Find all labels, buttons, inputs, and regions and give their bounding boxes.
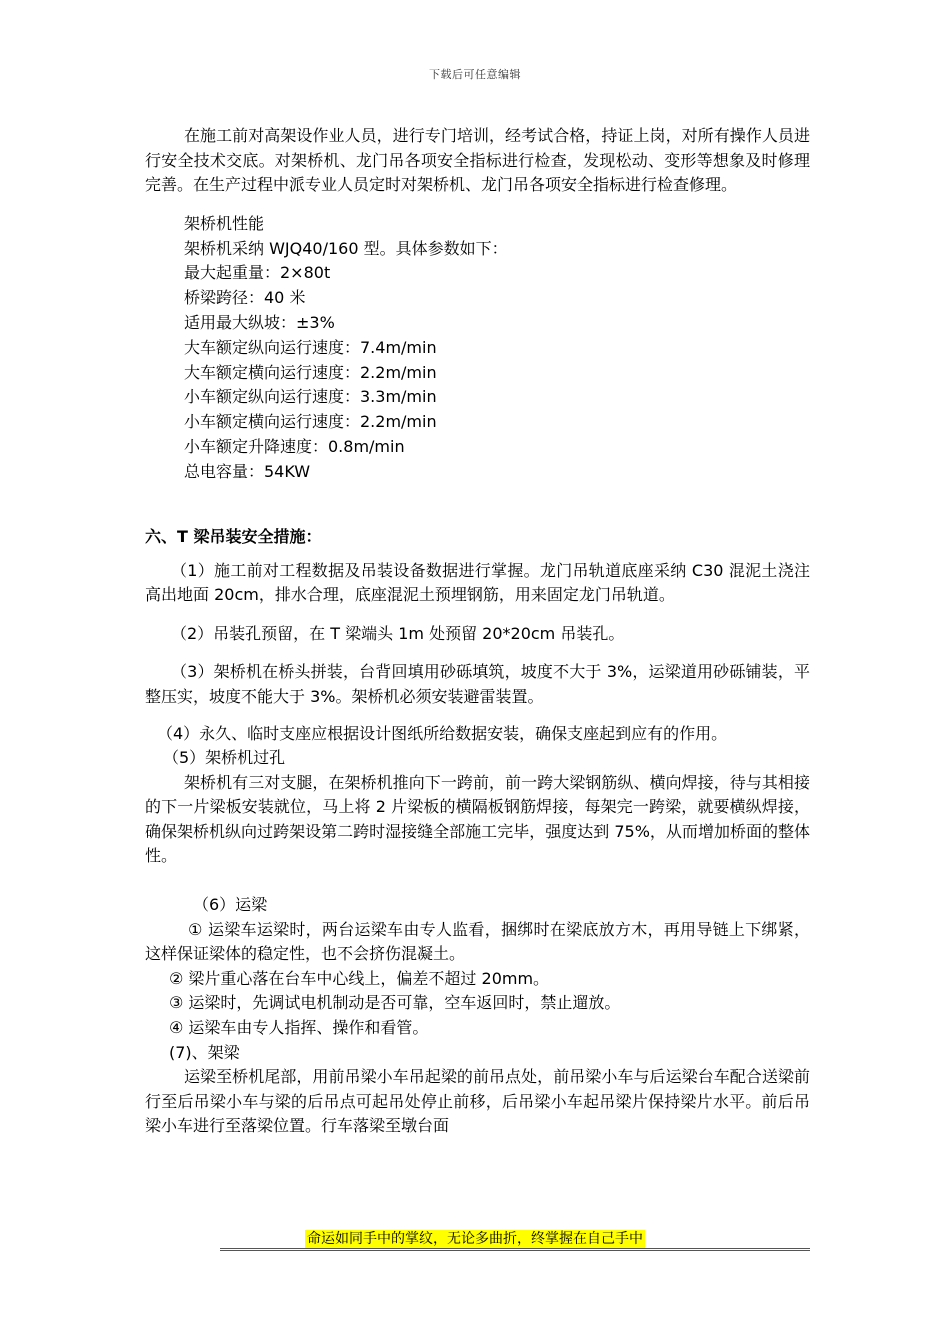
- spec-block: [145, 212, 810, 485]
- document-body: [145, 124, 810, 1139]
- measure-5-heading: （5）架桥机过孔: [163, 748, 286, 768]
- transport-item: ④ 运梁车由专人指挥、操作和看管。: [169, 1018, 429, 1038]
- measure-4: （4）永久、临时支座应根据设计图纸所给数据安装，确保支座起到应有的作用。: [157, 723, 728, 743]
- measure-7-body: 运梁至桥机尾部，用前吊梁小车吊起梁的前吊点处，前吊梁小车与后运梁台车配合送梁前行至后吊梁小车与梁的后吊点可起吊处停止前移，后吊梁小车起吊梁片保持梁片水平。前后吊梁小车进行至落梁位置。行车落梁至墩台面: [145, 1067, 810, 1136]
- spec-item: 小车额定升降速度：0.8m/min: [184, 436, 405, 456]
- spec-item: 桥梁跨径：40 米: [184, 288, 306, 308]
- spec-item: 最大起重量：2×80t: [184, 263, 331, 283]
- measure-2: （2）吊装孔预留，在 T 梁端头 1m 处预留 20*20cm 吊装孔。: [171, 623, 625, 643]
- spec-item: 小车额定横向运行速度：2.2m/min: [184, 412, 437, 432]
- measure-3: （3）架桥机在桥头拼装，台背回填用砂砾填筑，坡度不大于 3%，运梁道用砂砾铺装，平整压实，坡度不能大于 3%。架桥机必须安装避雷装置。: [145, 662, 810, 706]
- footer-motto: [0, 1228, 950, 1248]
- section-title: 六、T 梁吊装安全措施：: [145, 526, 322, 546]
- spec-item: 小车额定纵向运行速度：3.3m/min: [184, 387, 437, 407]
- spec-title: 架桥机性能: [184, 213, 265, 233]
- spec-model-line: 架桥机采纳 WJQ40/160 型。具体参数如下：: [184, 238, 508, 258]
- spec-item: 大车额定纵向运行速度：7.4m/min: [184, 337, 437, 357]
- intro-paragraph: 在施工前对高架设作业人员，进行专门培训，经考试合格，持证上岗，对所有操作人员进行安全技术交底。对架桥机、龙门吊各项安全指标进行检查，发现松动、变形等想象及时修理完善。在生产过程中派专业人员定时对架桥机、龙门吊各项安全指标进行检查修理。: [145, 126, 810, 195]
- transport-item: ③ 运梁时，先调试电机制动是否可靠，空车返回时，禁止遛放。: [169, 993, 621, 1013]
- header-note: 下载后可任意编辑: [429, 68, 521, 81]
- footer-divider: [220, 1248, 810, 1259]
- spec-item: 总电容量：54KW: [184, 461, 311, 481]
- measure-5-body: 架桥机有三对支腿，在架桥机推向下一跨前，前一跨大梁钢筋纵、横向焊接，待与其相接的下一片梁板安装就位，马上将 2 片梁板的横隔板钢筋焊接，每架完一跨梁，就要横纵焊接，确保架桥机纵向过跨架设第二跨时湿接缝全部施工完毕，强度达到 75%，从而增加桥面的整体性。: [145, 772, 810, 866]
- spec-item: 适用最大纵坡：±3%: [184, 312, 335, 332]
- transport-item: ① 运梁车运梁时，两台运梁车由专人监看，捆绑时在梁底放方木，再用导链上下绑紧，这样保证梁体的稳定性，也不会挤伤混凝土。: [145, 919, 810, 964]
- spec-item: 大车额定横向运行速度：2.2m/min: [184, 362, 437, 382]
- transport-item: ② 梁片重心落在台车中心线上，偏差不超过 20mm。: [169, 968, 550, 988]
- measure-1: （1）施工前对工程数据及吊装设备数据进行掌握。龙门吊轨道底座采纳 C30 混泥土浇注高出地面 20cm，排水合理，底座混泥土预埋钢筋，用来固定龙门吊轨道。: [145, 560, 810, 605]
- footer-motto-text: 命运如同手中的掌纹，无论多曲折，终掌握在自己手中: [307, 1231, 643, 1247]
- measure-6-heading: （6）运梁: [193, 895, 268, 915]
- measure-7-heading: (7)、架梁: [169, 1042, 240, 1062]
